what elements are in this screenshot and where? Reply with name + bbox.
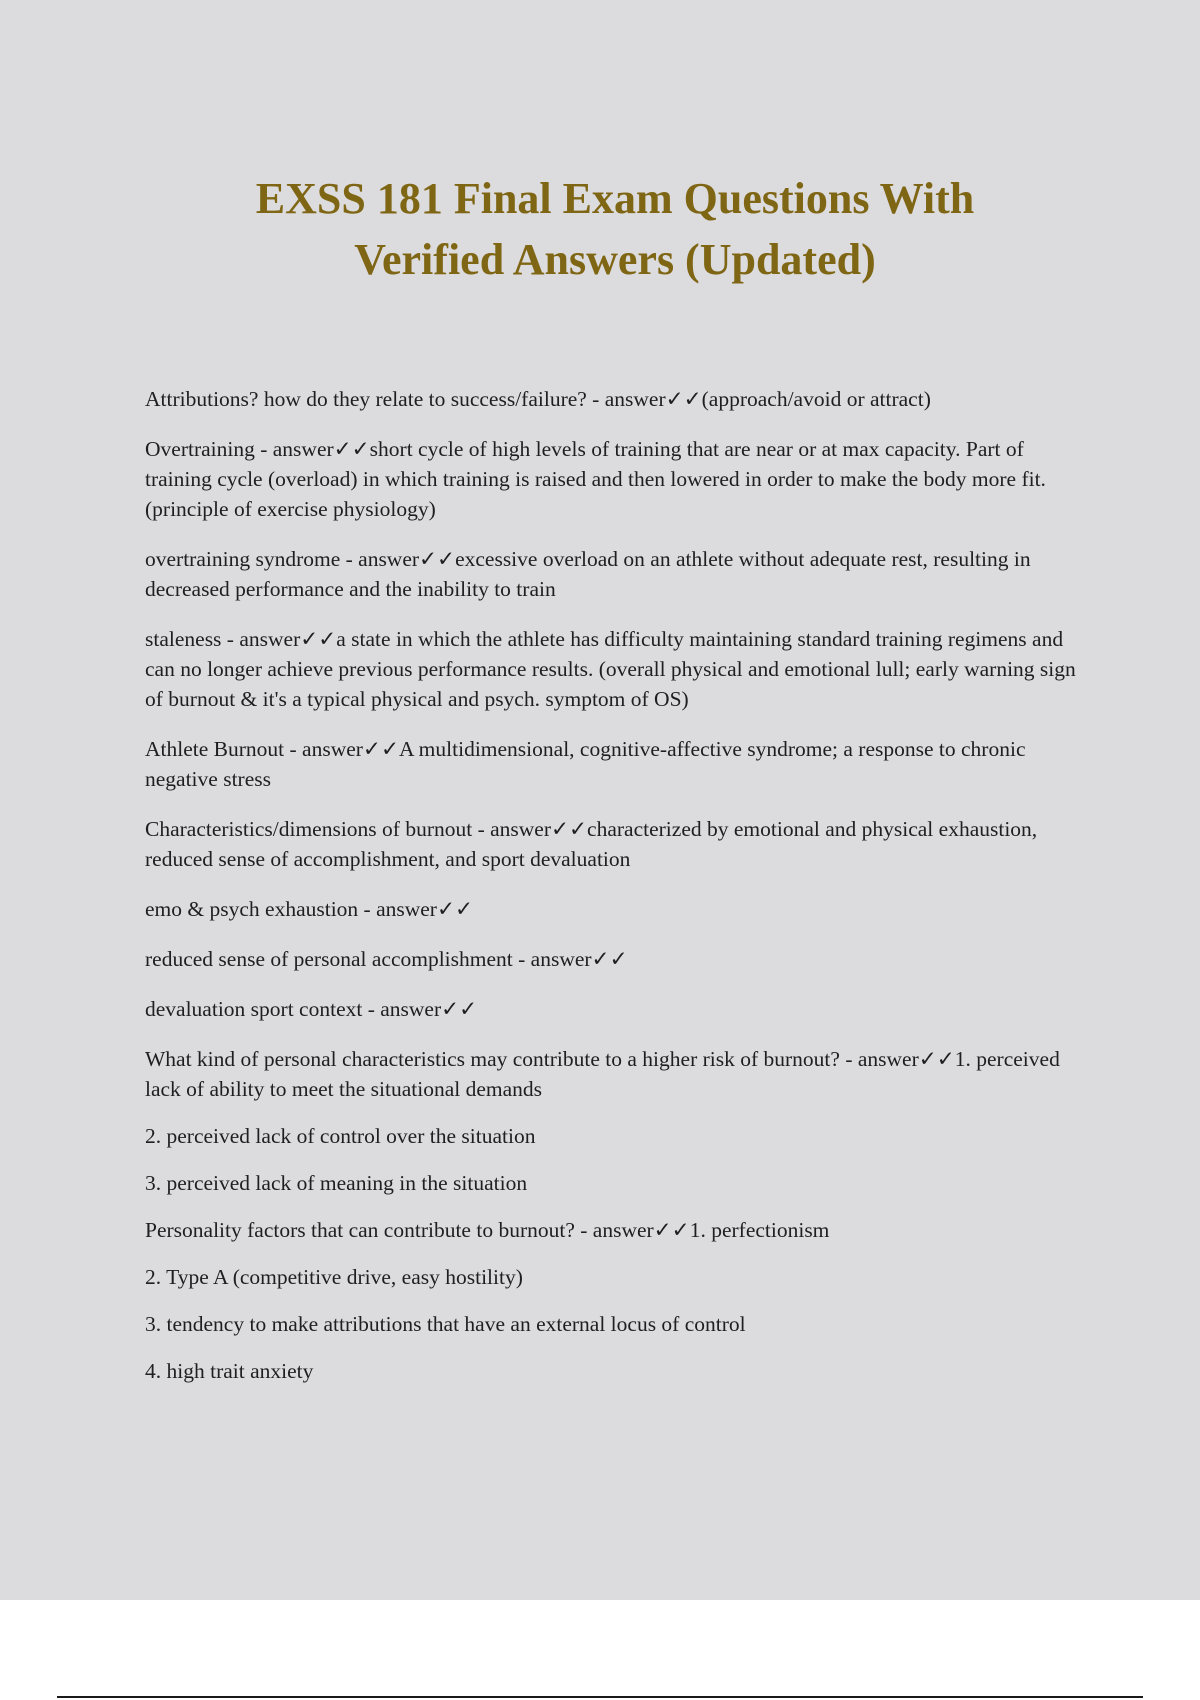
title-line-2: Verified Answers (Updated) — [354, 235, 876, 284]
qa-entry-staleness: staleness - answer✓✓a state in which the athlete has difficulty maintaining standard training regimens and can no longer achieve previous performance results. (overall physical and emotional lull; early warning sign of burnout & it's a typical physical and psych. symptom of OS) — [145, 627, 1076, 711]
list-item: 3. tendency to make attributions that have an external locus of control — [145, 1312, 746, 1336]
document-body — [145, 384, 1090, 1403]
qa-entry-overtraining: Overtraining - answer✓✓short cycle of high levels of training that are near or at max capacity. Part of training cycle (overload) in which training is raised and then lowered in order to make the body more fit. (principle of exercise physiology) — [145, 437, 1046, 521]
qa-entry-personal-characteristics: What kind of personal characteristics may contribute to a higher risk of burnout? - answer✓✓1. perceived lack of ability to meet the situational demands — [145, 1047, 1060, 1101]
title-line-1: EXSS 181 Final Exam Questions With — [255, 174, 975, 223]
document-title — [150, 168, 1080, 290]
qa-entry-personality-factors: Personality factors that can contribute to burnout? - answer✓✓1. perfectionism — [145, 1218, 830, 1242]
qa-entry-attributions: Attributions? how do they relate to success/failure? - answer✓✓(approach/avoid or attract) — [145, 387, 931, 411]
qa-entry-reduced-accomplishment: reduced sense of personal accomplishment - answer✓✓ — [145, 947, 628, 971]
list-item: 2. perceived lack of control over the situation — [145, 1124, 536, 1148]
qa-entry-devaluation: devaluation sport context - answer✓✓ — [145, 997, 478, 1021]
page-divider — [57, 1696, 1143, 1698]
qa-entry-athlete-burnout: Athlete Burnout - answer✓✓A multidimensional, cognitive-affective syndrome; a response to chronic negative stress — [145, 737, 1026, 791]
list-item: 4. high trait anxiety — [145, 1359, 314, 1383]
list-item: 3. perceived lack of meaning in the situation — [145, 1171, 528, 1195]
qa-entry-emo-psych-exhaustion: emo & psych exhaustion - answer✓✓ — [145, 897, 474, 921]
qa-entry-overtraining-syndrome: overtraining syndrome - answer✓✓excessive overload on an athlete without adequate rest, resulting in decreased performance and the inability to train — [145, 547, 1031, 601]
qa-entry-burnout-dimensions: Characteristics/dimensions of burnout - answer✓✓characterized by emotional and physical exhaustion, reduced sense of accomplishment, and sport devaluation — [145, 817, 1038, 871]
list-item: 2. Type A (competitive drive, easy hostility) — [145, 1265, 523, 1289]
